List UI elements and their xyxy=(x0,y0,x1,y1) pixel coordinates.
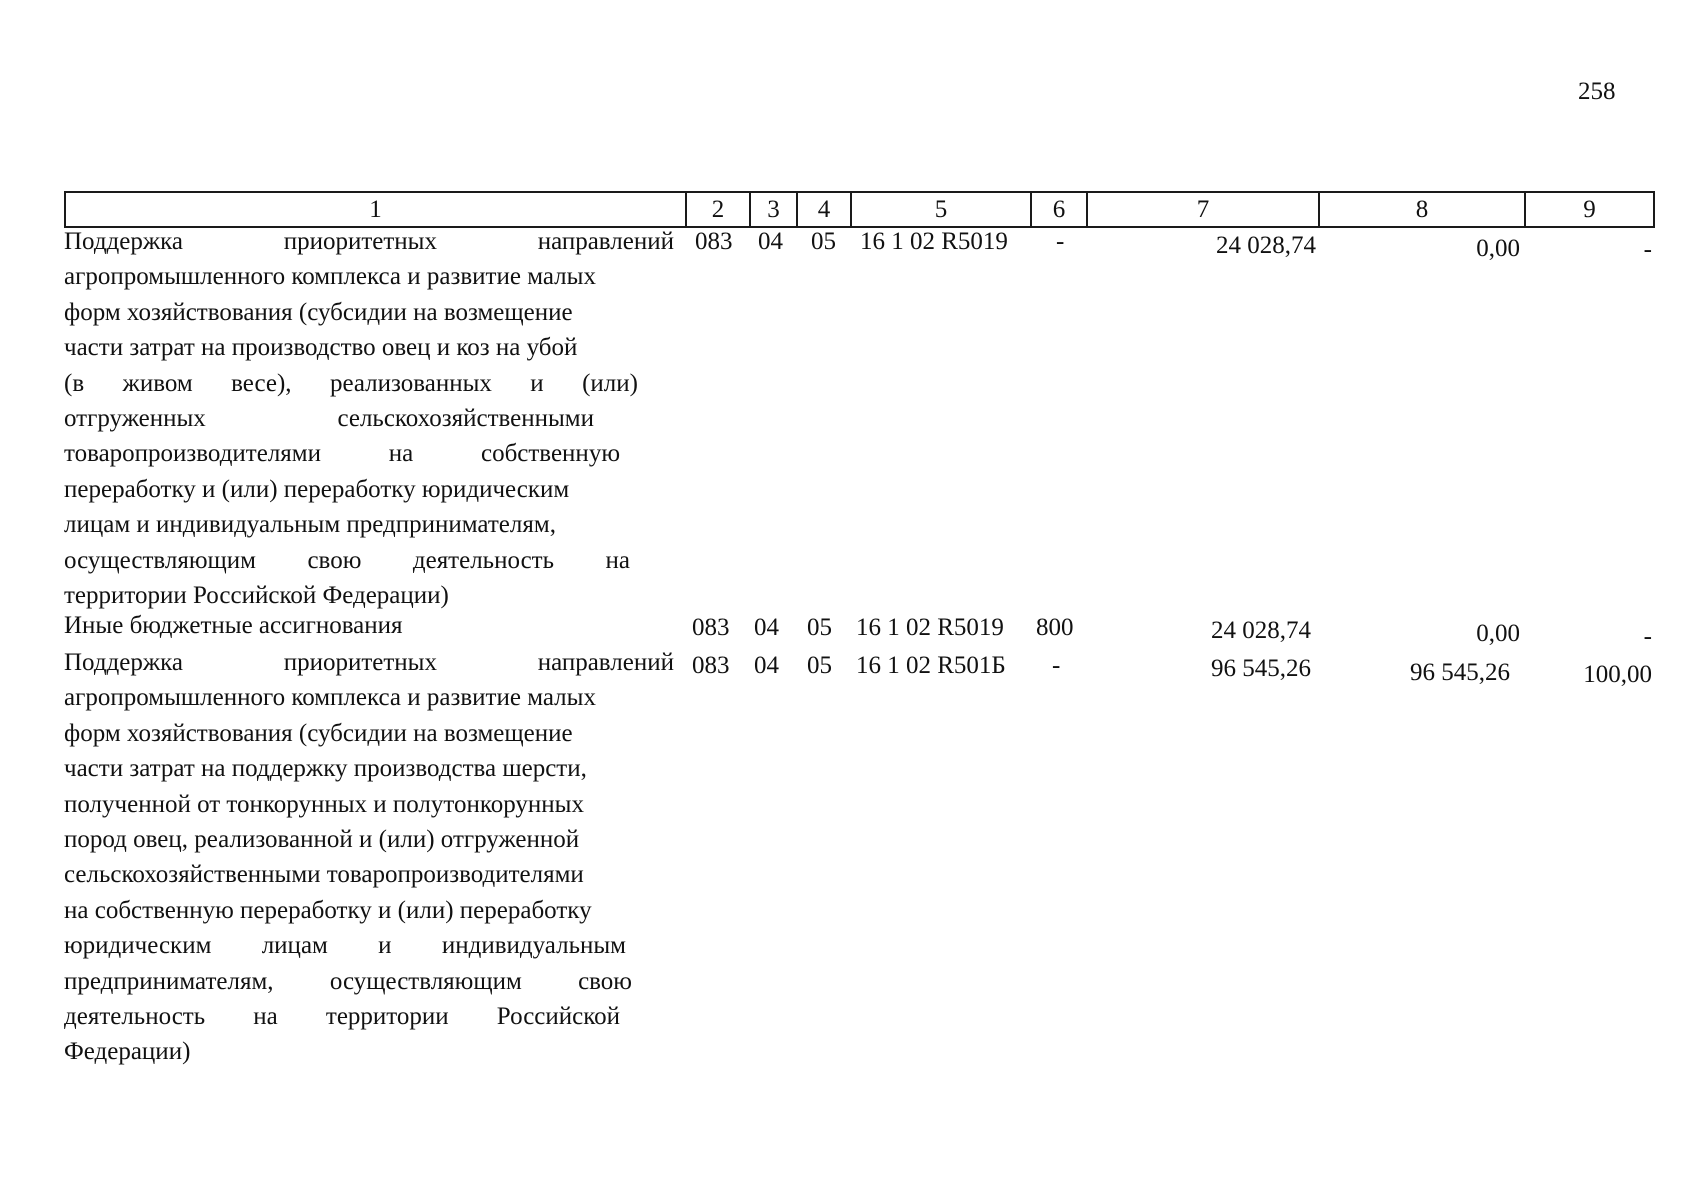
description-line: части затрат на производство овец и коз на убой xyxy=(64,334,578,362)
description-line: переработку и (или) переработку юридическим xyxy=(64,475,570,503)
header-col-5: 5 xyxy=(850,191,1032,228)
cell-plan: 24 028,74 xyxy=(1211,617,1311,644)
description-line: форм хозяйствования (субсидии на возмещение xyxy=(64,719,573,747)
cell-pr: 05 xyxy=(811,228,836,255)
page-number: 258 xyxy=(1578,78,1616,105)
description-line: Иные бюджетные ассигнования xyxy=(64,612,403,639)
description-line: сельскохозяйственными товаропроизводителями xyxy=(64,861,584,889)
header-col-9: 9 xyxy=(1524,191,1655,228)
cell-fact: 0,00 xyxy=(1476,620,1520,647)
cell-plan: 24 028,74 xyxy=(1216,232,1316,259)
description-line: агропромышленного комплекса и развитие малых xyxy=(64,684,596,712)
description-line: отгруженных сельскохозяйственными xyxy=(64,405,594,433)
cell-vr: - xyxy=(1052,652,1061,679)
row-description xyxy=(64,608,674,643)
cell-percent: - xyxy=(1643,236,1652,263)
row-description xyxy=(64,645,674,1070)
cell-pr: 05 xyxy=(807,614,832,641)
cell-grbs: 083 xyxy=(692,614,730,641)
cell-percent: - xyxy=(1643,623,1652,650)
description-line: части затрат на поддержку производства шерсти, xyxy=(64,755,587,783)
description-line: Поддержка приоритетных направлений xyxy=(64,649,674,676)
header-col-1: 1 xyxy=(64,191,687,228)
cell-rz: 04 xyxy=(754,652,779,679)
description-line: пород овец, реализованной и (или) отгруженной xyxy=(64,826,580,854)
description-line: Федерации) xyxy=(64,1038,191,1066)
cell-plan: 96 545,26 xyxy=(1211,655,1311,682)
cell-fact: 0,00 xyxy=(1476,235,1520,262)
cell-vr: - xyxy=(1056,228,1065,255)
row-description xyxy=(64,224,674,613)
description-line: полученной от тонкорунных и полутонкорунных xyxy=(64,790,584,818)
cell-rz: 04 xyxy=(758,228,783,255)
description-line: товаропроизводителями на собственную xyxy=(64,440,620,468)
cell-percent: 100,00 xyxy=(1583,661,1652,688)
header-col-4: 4 xyxy=(796,191,852,228)
cell-vr: 800 xyxy=(1036,614,1074,641)
cell-grbs: 083 xyxy=(695,228,733,255)
cell-rz: 04 xyxy=(754,614,779,641)
description-line: предпринимателям, осуществляющим свою xyxy=(64,967,632,995)
cell-csr: 16 1 02 R501Б xyxy=(856,652,1006,679)
header-col-7: 7 xyxy=(1086,191,1320,228)
description-line: на собственную переработку и (или) переработку xyxy=(64,896,592,924)
cell-fact: 96 545,26 xyxy=(1410,659,1510,686)
description-line: форм хозяйствования (субсидии на возмещение xyxy=(64,298,573,326)
description-line: Поддержка приоритетных направлений xyxy=(64,228,674,255)
cell-grbs: 083 xyxy=(692,652,730,679)
cell-csr: 16 1 02 R5019 xyxy=(860,228,1008,255)
cell-csr: 16 1 02 R5019 xyxy=(856,614,1004,641)
description-line: лицам и индивидуальным предпринимателям, xyxy=(64,511,556,539)
header-col-3: 3 xyxy=(749,191,798,228)
description-line: осуществляющим свою деятельность на xyxy=(64,546,630,574)
header-col-8: 8 xyxy=(1318,191,1526,228)
description-line: юридическим лицам и индивидуальным xyxy=(64,932,626,960)
header-col-6: 6 xyxy=(1030,191,1088,228)
cell-pr: 05 xyxy=(807,652,832,679)
description-line: агропромышленного комплекса и развитие малых xyxy=(64,263,596,291)
header-col-2: 2 xyxy=(685,191,751,228)
description-line: (в живом весе), реализованных и (или) xyxy=(64,369,638,397)
description-line: деятельность на территории Российской xyxy=(64,1003,620,1031)
description-line: территории Российской Федерации) xyxy=(64,582,449,610)
